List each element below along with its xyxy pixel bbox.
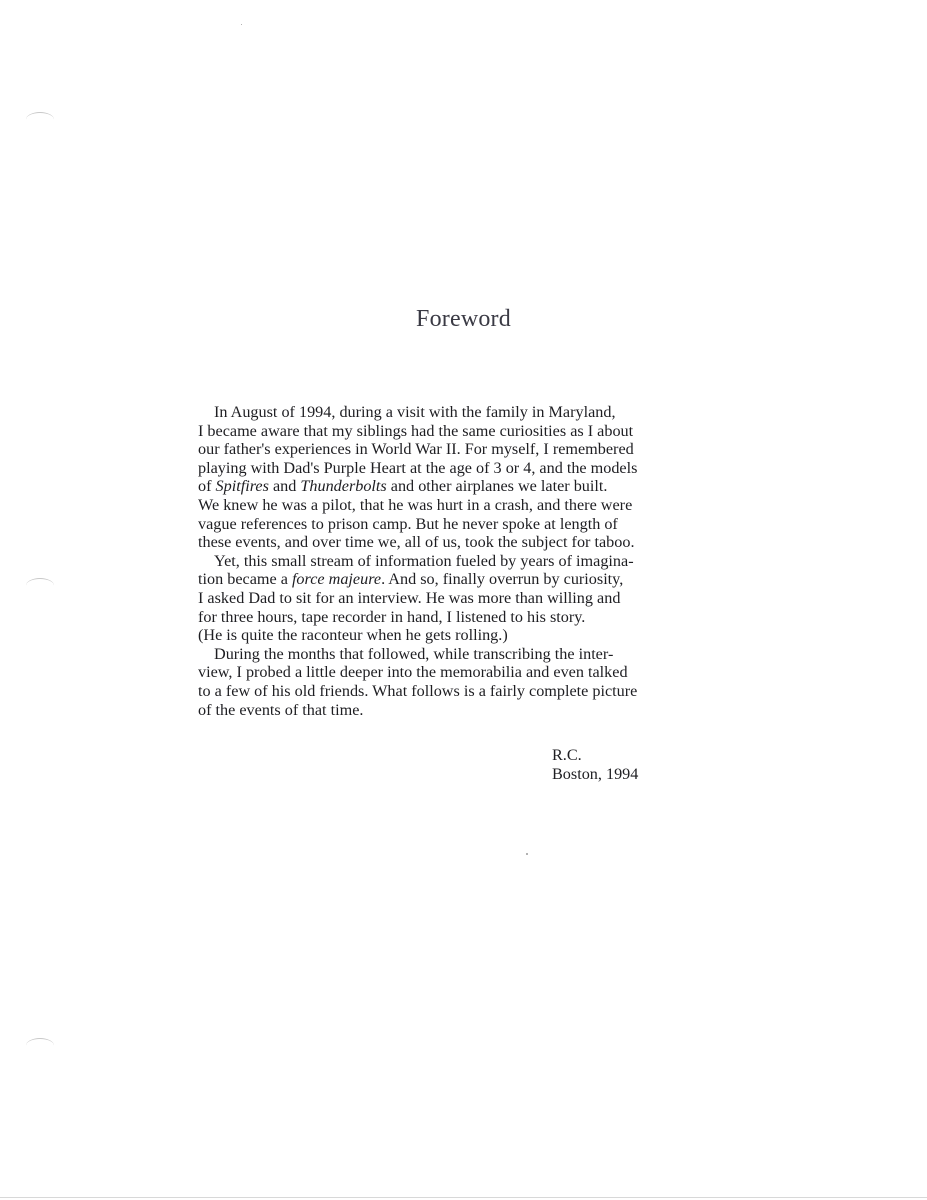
punch-hole-mark xyxy=(26,112,54,127)
italic-title: Spitfires xyxy=(215,477,269,496)
scan-speck xyxy=(241,24,242,25)
text-line: (He is quite the raconteur when he gets rolling.) xyxy=(198,626,508,645)
text-segment: and other airplanes we later built. xyxy=(386,477,608,496)
text-line: playing with Dad's Purple Heart at the age of 3 or 4, and the models xyxy=(198,458,638,477)
text-line xyxy=(198,477,728,496)
scan-speck xyxy=(526,853,528,855)
text-line: to a few of his old friends. What follows is a fairly complete picture xyxy=(198,681,638,700)
text-line xyxy=(198,570,728,589)
italic-title: Thunderbolts xyxy=(300,477,387,496)
italic-phrase: force majeure xyxy=(291,570,382,589)
text-line: these events, and over time we, all of us, took the subject for taboo. xyxy=(198,533,635,552)
text-line: I asked Dad to sit for an interview. He was more than willing and xyxy=(198,588,621,607)
text-line: I became aware that my siblings had the same curiosities as I about xyxy=(198,421,634,440)
text-line: vague references to prison camp. But he never spoke at length of xyxy=(198,514,618,533)
text-segment: of xyxy=(198,477,216,496)
page-edge xyxy=(0,1197,927,1198)
text-line: our father's experiences in World War II. For myself, I remembered xyxy=(198,440,634,459)
text-line: Yet, this small stream of information fueled by years of imagina- xyxy=(214,551,634,570)
text-line: of the events of that time. xyxy=(198,700,364,719)
text-line: for three hours, tape recorder in hand, I listened to his story. xyxy=(198,607,586,626)
text-line: During the months that followed, while transcribing the inter- xyxy=(214,644,614,663)
place-date: Boston, 1994 xyxy=(552,765,639,783)
punch-hole-mark xyxy=(26,578,54,593)
text-segment: tion became a xyxy=(198,570,292,589)
signature-block xyxy=(552,746,638,784)
text-line: We knew he was a pilot, that he was hurt in a crash, and there were xyxy=(198,495,633,514)
author-initials: R.C. xyxy=(552,746,582,764)
punch-hole-mark xyxy=(26,1038,54,1053)
text-segment: . And so, finally overrun by curiosity, xyxy=(381,570,624,589)
text-segment: and xyxy=(268,477,301,496)
text-line: view, I probed a little deeper into the memorabilia and even talked xyxy=(198,663,628,682)
foreword-body xyxy=(198,403,728,719)
page-title: Foreword xyxy=(416,306,511,332)
text-line: In August of 1994, during a visit with the family in Maryland, xyxy=(214,403,616,421)
